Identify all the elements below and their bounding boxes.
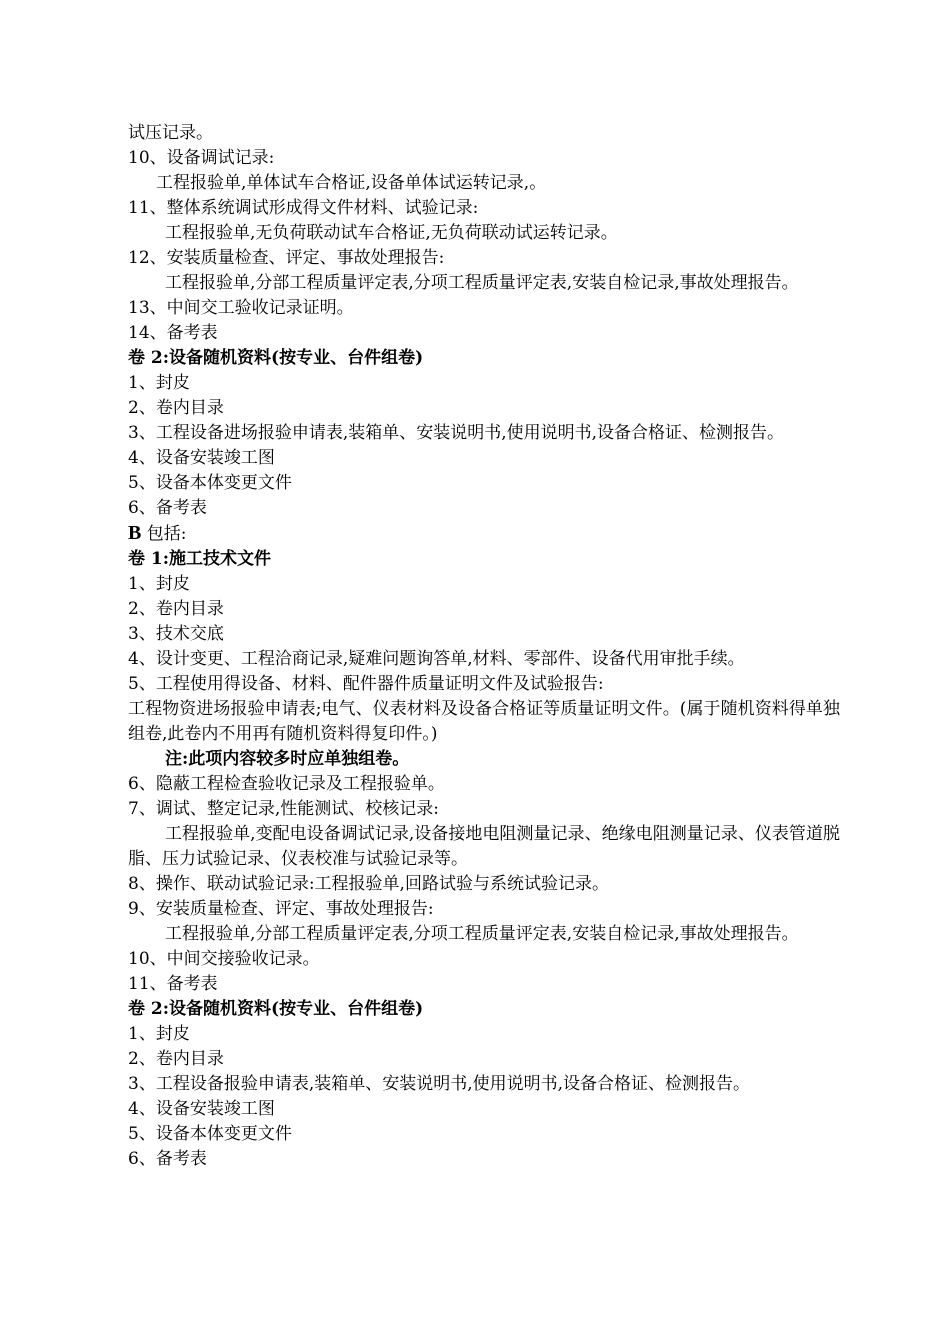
text-paragraph: 工程报验单,分部工程质量评定表,分项工程质量评定表,安装自检记录,事故处理报告。 (165, 273, 799, 293)
list-item: 8、操作、联动试验记录:工程报验单,回路试验与系统试验记录。 (128, 874, 609, 894)
list-item: 12、安装质量检查、评定、事故处理报告: (128, 248, 445, 268)
list-item: 11、备考表 (128, 974, 218, 994)
list-item: 10、设备调试记录: (128, 148, 275, 168)
list-item: 6、备考表 (128, 498, 207, 518)
list-item: 5、工程使用得设备、材料、配件器件质量证明文件及试验报告: (128, 674, 604, 694)
list-item: 9、安装质量检查、评定、事故处理报告: (128, 899, 434, 919)
list-item: 2、卷内目录 (128, 599, 224, 619)
section-heading: 卷 1:施工技术文件 (128, 549, 272, 569)
text-paragraph: 工程报验单,分部工程质量评定表,分项工程质量评定表,安装自检记录,事故处理报告。 (165, 924, 799, 944)
list-item: 1、封皮 (128, 1024, 190, 1044)
section-label-text: 包括: (146, 524, 187, 544)
text-line: 试压记录。 (128, 123, 213, 143)
list-item: 6、隐蔽工程检查验收记录及工程报验单。 (128, 774, 445, 794)
note-text: 注:此项内容较多时应单独组卷。 (165, 749, 410, 769)
list-item: 3、工程设备进场报验申请表,装箱单、安装说明书,使用说明书,设备合格证、检测报告。 (128, 423, 785, 443)
section-heading: 卷 2:设备随机资料(按专业、台件组卷) (128, 999, 424, 1019)
list-item: 1、封皮 (128, 574, 190, 594)
list-item: 10、中间交接验收记录。 (128, 949, 320, 969)
text-paragraph: 工程报验单,变配电设备调试记录,设备接地电阻测量记录、绝缘电阻测量记录、仪表管道脱脂、压力试验记录、仪表校准与试验记录等。 (128, 824, 840, 869)
list-item: 3、技术交底 (128, 624, 224, 644)
section-letter: B (128, 522, 142, 544)
list-item: 4、设备安装竣工图 (128, 448, 275, 468)
list-item: 14、备考表 (128, 323, 218, 343)
section-heading: 卷 2:设备随机资料(按专业、台件组卷) (128, 348, 424, 368)
list-item: 3、工程设备报验申请表,装箱单、安装说明书,使用说明书,设备合格证、检测报告。 (128, 1074, 751, 1094)
text-line: 工程报验单,单体试车合格证,设备单体试运转记录,。 (156, 173, 547, 193)
list-item: 6、备考表 (128, 1149, 207, 1169)
text-paragraph: 工程物资进场报验申请表;电气、仪表材料及设备合格证等质量证明文件。(属于随机资料得单独组卷,此卷内不用再有随机资料得复印件。) (128, 699, 840, 744)
list-item: 2、卷内目录 (128, 1049, 224, 1069)
document-page (128, 121, 840, 1172)
list-item: 1、封皮 (128, 373, 190, 393)
list-item: 11、整体系统调试形成得文件材料、试验记录: (128, 198, 479, 218)
list-item: 4、设计变更、工程洽商记录,疑难问题询答单,材料、零部件、设备代用审批手续。 (128, 649, 745, 669)
list-item: 7、调试、整定记录,性能测试、校核记录: (128, 799, 439, 819)
list-item: 4、设备安装竣工图 (128, 1099, 275, 1119)
section-label (128, 521, 840, 547)
list-item: 2、卷内目录 (128, 398, 224, 418)
list-item: 13、中间交工验收记录证明。 (128, 298, 354, 318)
text-line: 工程报验单,无负荷联动试车合格证,无负荷联动试运转记录。 (165, 223, 618, 243)
list-item: 5、设备本体变更文件 (128, 473, 292, 493)
list-item: 5、设备本体变更文件 (128, 1124, 292, 1144)
